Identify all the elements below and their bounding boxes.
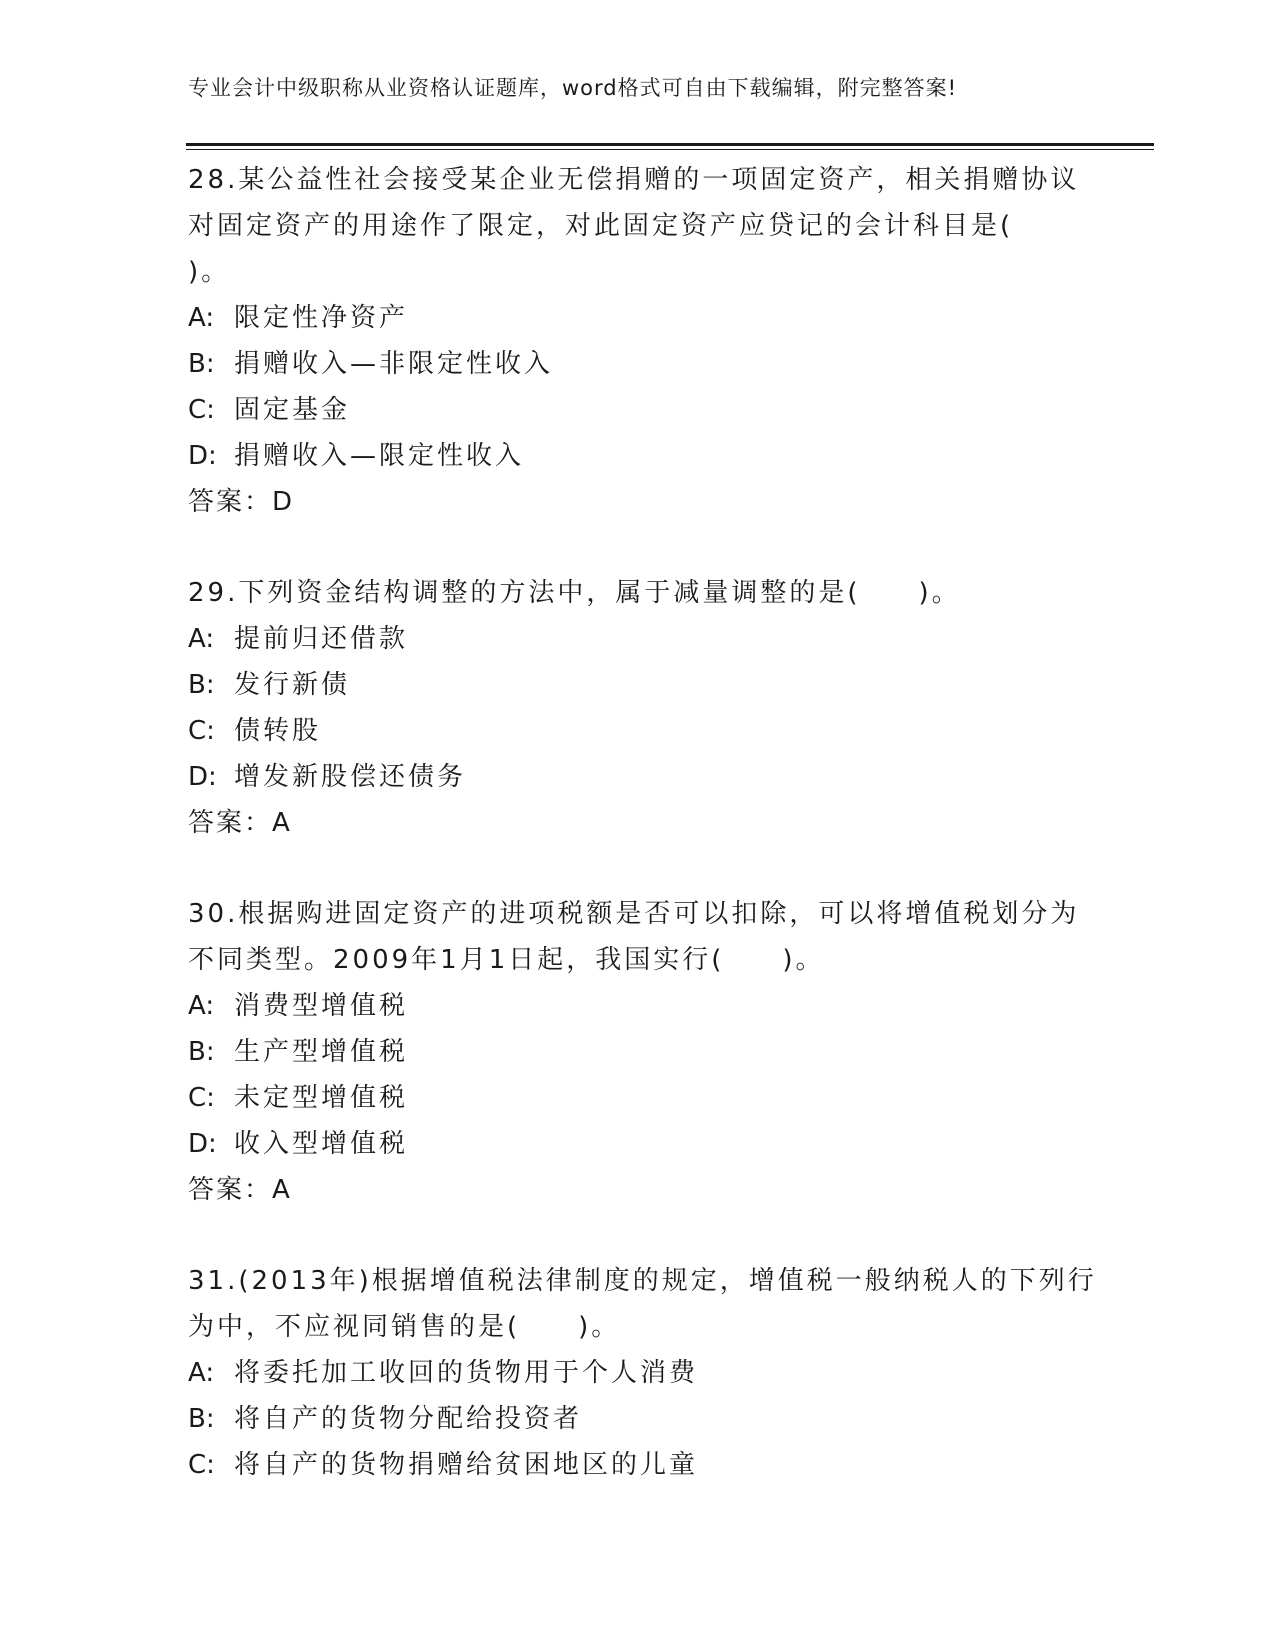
option-d — [188, 433, 1088, 479]
option-a — [188, 616, 1088, 662]
answer-line: 答案：A — [188, 1175, 292, 1205]
question-text-line: 30.根据购进固定资产的进项税额是否可以扣除，可以将增值税划分为 — [188, 899, 1080, 929]
question-list — [188, 157, 1097, 1533]
option-a — [188, 983, 1088, 1029]
question-text-line: 对固定资产的用途作了限定，对此固定资产应贷记的会计科目是( — [188, 211, 1014, 241]
option-text: 将自产的货物捐赠给贫困地区的儿童 — [234, 1450, 699, 1480]
option-b — [188, 1029, 1088, 1075]
option-text: 生产型增值税 — [234, 1037, 409, 1067]
option-key: C: — [188, 1083, 215, 1113]
option-text: 捐赠收入—限定性收入 — [234, 441, 525, 471]
option-text: 提前归还借款 — [234, 624, 409, 654]
question-text-line: 不同类型。2009年1月1日起，我国实行( )。 — [188, 945, 825, 975]
option-c — [188, 1442, 1088, 1488]
option-key: A: — [188, 1358, 215, 1388]
question-text-line: 28.某公益性社会接受某企业无偿捐赠的一项固定资产，相关捐赠协议 — [188, 165, 1080, 195]
option-b — [188, 662, 1088, 708]
question-text-line: 31.(2013年)根据增值税法律制度的规定，增值税一般纳税人的下列行 — [188, 1266, 1097, 1296]
option-text: 将自产的货物分配给投资者 — [234, 1404, 583, 1434]
option-text: 发行新债 — [234, 670, 351, 700]
page-header: 专业会计中级职称从业资格认证题库，word格式可自由下载编辑，附完整答案! — [188, 76, 958, 100]
answer-line: 答案：A — [188, 808, 292, 838]
option-text: 捐赠收入—非限定性收入 — [234, 349, 554, 379]
option-c — [188, 1075, 1088, 1121]
option-d — [188, 1121, 1088, 1167]
option-key: B: — [188, 1037, 215, 1067]
option-c — [188, 708, 1088, 754]
option-key: A: — [188, 624, 215, 654]
option-key: D: — [188, 1129, 217, 1159]
option-key: A: — [188, 991, 215, 1021]
header-divider-thick — [186, 143, 1154, 146]
option-b — [188, 1396, 1088, 1442]
question-text-line: 29.下列资金结构调整的方法中，属于减量调整的是( )。 — [188, 578, 961, 608]
question-30 — [188, 891, 1088, 1213]
option-key: B: — [188, 1404, 215, 1434]
question-31 — [188, 1258, 1097, 1488]
option-key: B: — [188, 670, 215, 700]
option-text: 固定基金 — [234, 395, 351, 425]
option-key: B: — [188, 349, 215, 379]
option-key: A: — [188, 303, 215, 333]
option-key: D: — [188, 762, 217, 792]
option-text: 收入型增值税 — [234, 1129, 409, 1159]
option-key: D: — [188, 441, 217, 471]
option-text: 增发新股偿还债务 — [234, 762, 467, 792]
option-key: C: — [188, 716, 215, 746]
header-divider-thin — [186, 149, 1154, 150]
option-text: 消费型增值税 — [234, 991, 409, 1021]
question-29 — [188, 570, 1088, 846]
option-key: C: — [188, 1450, 215, 1480]
option-text: 未定型增值税 — [234, 1083, 409, 1113]
option-text: 限定性净资产 — [234, 303, 409, 333]
option-c — [188, 387, 1088, 433]
option-b — [188, 341, 1088, 387]
question-text-line: )。 — [188, 257, 231, 287]
option-text: 债转股 — [234, 716, 322, 746]
option-a — [188, 1350, 1088, 1396]
question-28 — [188, 157, 1088, 525]
option-a — [188, 295, 1088, 341]
option-d — [188, 754, 1088, 800]
answer-line: 答案：D — [188, 487, 295, 517]
option-text: 将委托加工收回的货物用于个人消费 — [234, 1358, 699, 1388]
question-text-line: 为中，不应视同销售的是( )。 — [188, 1312, 621, 1342]
option-key: C: — [188, 395, 215, 425]
